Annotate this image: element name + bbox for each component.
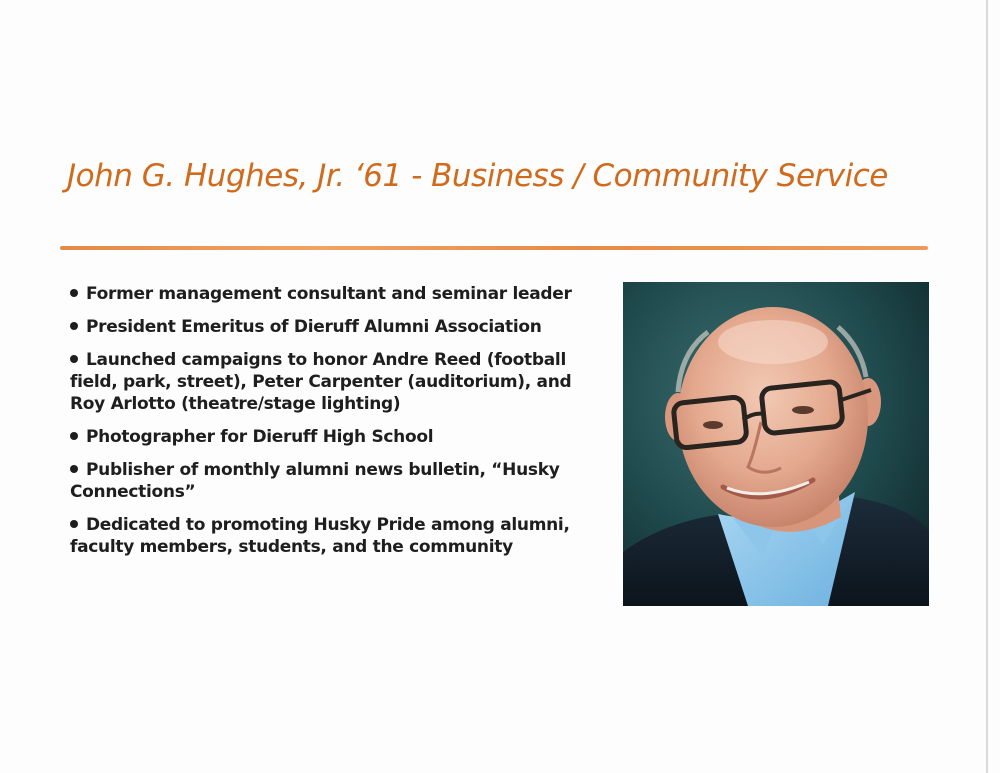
portrait-photo: [623, 282, 929, 606]
bullet-list: [70, 283, 580, 569]
bullet-dot-icon: [70, 520, 78, 528]
bullet-dot-icon: [70, 432, 78, 440]
bullet-item: [70, 283, 580, 305]
bullet-dot-icon: [70, 289, 78, 297]
title-underline-rule: [60, 246, 928, 250]
bullet-item: [70, 316, 580, 338]
bullet-text: Dedicated to promoting Husky Pride among alumni, faculty members, students, and the community: [70, 515, 570, 557]
bullet-text: Former management consultant and seminar leader: [86, 284, 572, 304]
bullet-item: [70, 459, 580, 503]
bullet-dot-icon: [70, 322, 78, 330]
bullet-item: [70, 349, 580, 415]
bullet-text: President Emeritus of Dieruff Alumni Association: [86, 317, 542, 337]
page-title: John G. Hughes, Jr. ‘61 - Business / Community Service: [67, 158, 888, 194]
bullet-text: Photographer for Dieruff High School: [86, 427, 434, 447]
bullet-item: [70, 514, 580, 558]
page-edge-divider: [986, 0, 988, 773]
bullet-text: Launched campaigns to honor Andre Reed (football field, park, street), Peter Carpenter (auditorium), and Roy Arlotto (theatre/stage lighting): [70, 350, 572, 414]
bullet-dot-icon: [70, 465, 78, 473]
bullet-item: [70, 426, 580, 448]
bullet-text: Publisher of monthly alumni news bulletin, “Husky Connections”: [70, 460, 560, 502]
bullet-dot-icon: [70, 355, 78, 363]
